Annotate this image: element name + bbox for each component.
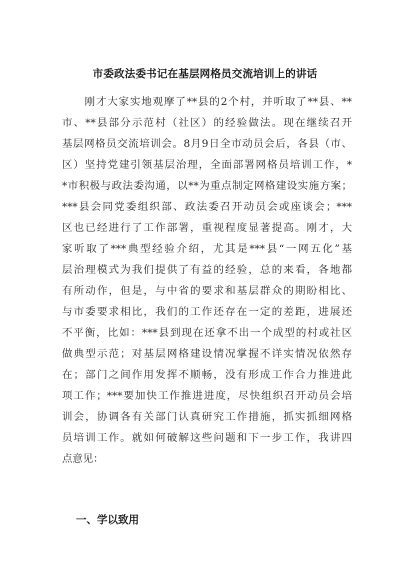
paragraph-line: 做典型示范；对基层网格建设情况掌握不详实情况依然存	[62, 348, 352, 360]
paragraph-line: 在；部门之间作用发挥不顺畅，没有形成工作合力推进此	[62, 369, 352, 381]
paragraph-line: 家听取了***典型经验介绍，尤其是***县“一网五化”基	[62, 243, 352, 255]
paragraph-line: *市积极与政法委沟通，以**为重点制定网格建设实施方案；	[62, 180, 352, 192]
section-heading: 一、学以致用	[76, 514, 139, 526]
paragraph-line: 区也已经进行了工作部署，重视程度显著提高。刚才，大	[62, 222, 352, 234]
paragraph-line: ***县会同党委组织部、政法委召开动员会或座谈会；***	[62, 201, 352, 213]
paragraph-line: 基层网格员交流培训会。8月9日全市动员会后，各县（市、	[62, 138, 352, 150]
paragraph-line: 训会，协调各有关部门认真研究工作措施，抓实抓细网格	[62, 411, 352, 423]
paragraph-line: 刚才大家实地观摩了**县的2个村，并听取了**县、**	[62, 96, 352, 108]
paragraph-line: 与市委要求相比，我们的工作还存在一定的差距，进展还	[62, 306, 352, 318]
document-title: 市委政法委书记在基层网格员交流培训上的讲话	[92, 68, 318, 80]
paragraph-line: 层治理模式为我们提供了有益的经验，总的来看，各地都	[62, 264, 352, 276]
paragraph-line: 市、**县部分示范村（社区）的经验做法。现在继续召开	[62, 117, 352, 129]
paragraph-line: 有所动作，但是，与中省的要求和基层群众的期盼相比、	[62, 285, 352, 297]
paragraph-line: 点意见：	[62, 453, 104, 465]
paragraph-line: 区）坚持党建引领基层治理，全面部署网格员培训工作，*	[62, 159, 352, 171]
paragraph-line: 项工作；***要加快工作推进进度，尽快组织召开动员会培	[62, 390, 352, 402]
paragraph-line: 不平衡，比如：***县到现在还拿不出一个成型的村或社区	[62, 327, 352, 339]
paragraph-line: 员培训工作。就如何破解这些问题和下一步工作，我讲四	[62, 432, 352, 444]
body-paragraph	[62, 92, 352, 470]
